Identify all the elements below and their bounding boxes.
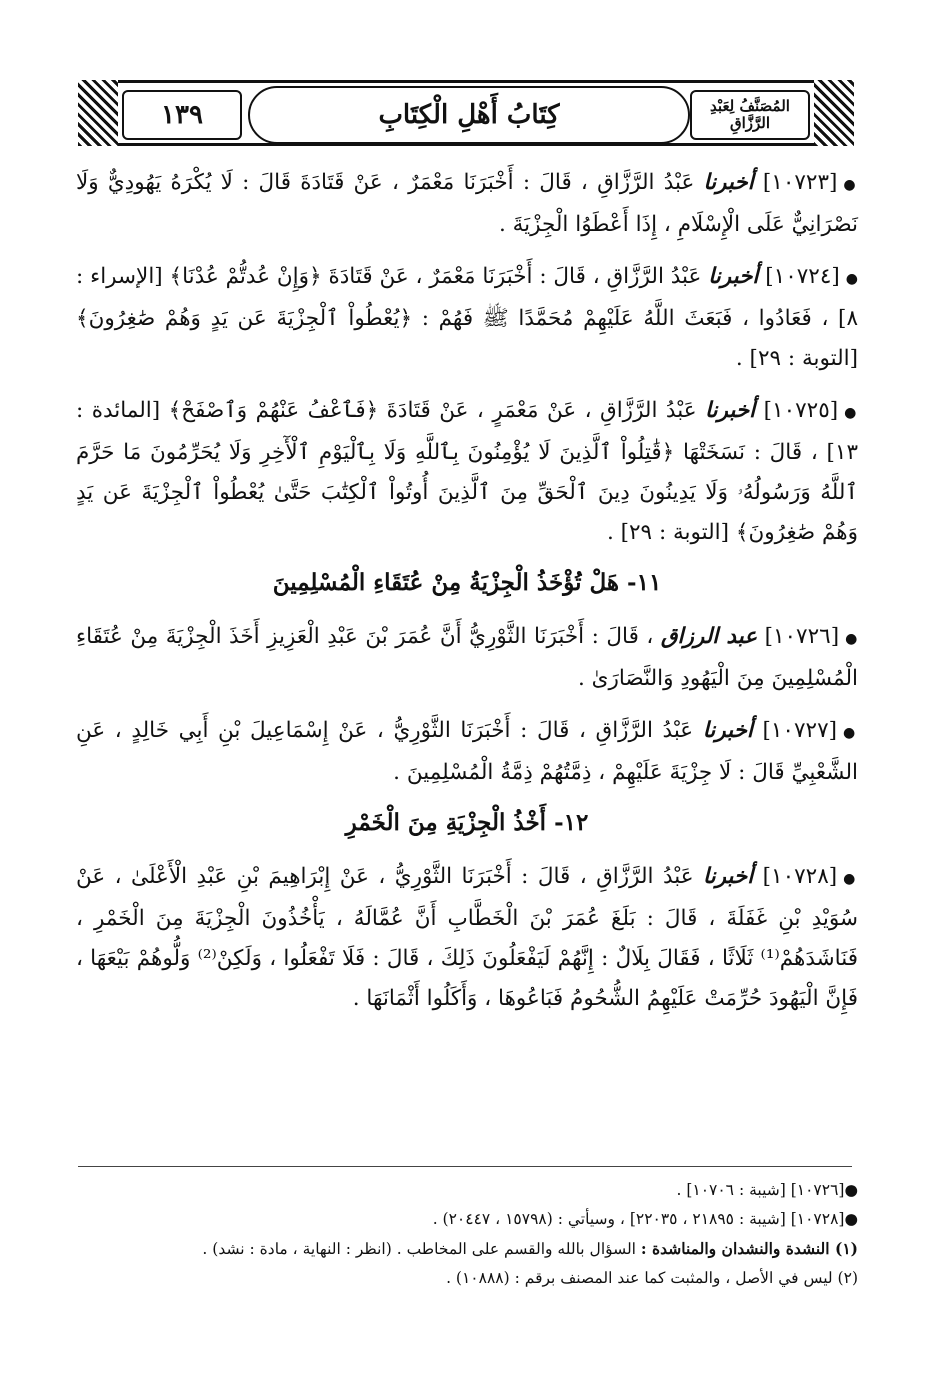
bullet-icon: ● (843, 725, 858, 741)
section-12-heading: ١٢- أَخْذُ الْجِزْيَةِ مِنَ الْخَمْرِ (345, 809, 589, 836)
hadith-text: ، قَالَ : أَخْبَرَنَا الثَّوْرِيُّ أَنَّ عُمَرَ بْنَ عَبْدِ الْعَزِيزِ أَخَذَ الْجِزْيَةَ مِنْ عُتَقَاءِ الْمُسْلِمِينَ مِنَ الْيَهُودِ وَالنَّصَارَىٰ . (76, 624, 858, 691)
footnote-separator (78, 1166, 852, 1167)
page-header (78, 80, 854, 146)
hadith-number: [١٠٧٢٦] (764, 624, 840, 649)
hadith-text: عَبْدُ الرَّزَّاقِ ، قَالَ : أَخْبَرَنَا مَعْمَرٌ ، عَنْ قَتَادَةَ قَالَ : لَا يُكْرَهُ يَهُودِيٌّ وَلَا نَصْرَانِيٌّ عَلَى الْإِسْلَامِ ، إِذَا أَعْطَوُا الْجِزْيَةَ . (76, 170, 858, 237)
book-title: كِتَابُ أَهْلِ الْكِتَابِ (248, 86, 690, 144)
hadith-lead: أخبرنا (703, 864, 754, 889)
hadith-10727 (76, 711, 858, 793)
source-ref-text: [١٠٧٢٦] [شيبة : ١٠٧٠٦] . (676, 1181, 845, 1199)
left-ornament (78, 80, 118, 146)
hadith-10723 (76, 163, 858, 245)
footnote-label: (١) النشدة والنشدان والمناشدة : (640, 1239, 858, 1258)
footnote-text: السؤال بالله والقسم على المخاطب . (انظر : النهاية ، مادة : نشد) . (202, 1240, 636, 1258)
footnotes (76, 1176, 858, 1293)
bullet-icon: ● (845, 271, 859, 287)
bullet-icon: ● (843, 871, 858, 887)
footnote-1 (76, 1234, 858, 1264)
section-11-heading: ١١- هَلْ تُؤْخَذُ الْجِزْيَةُ مِنْ عُتَقَاءِ الْمُسْلِمِينَ (272, 569, 662, 596)
hadith-number: [١٠٧٢٤] (765, 264, 840, 289)
source-ref-text: [١٠٧٢٨] [شيبة : ٢١٨٩٥ ، ٢٢٠٣٥] ، وسيأتي : (١٥٧٩٨ ، ٢٠٤٤٧) . (432, 1210, 845, 1228)
hadith-number: [١٠٧٢٨] (762, 864, 838, 889)
footnote-2: (٢) ليس في الأصل ، والمثبت كما عند المصنف برقم : (١٠٨٨٨) . (446, 1269, 858, 1287)
hadith-lead: عبد الرزاق (660, 624, 758, 649)
hadith-lead: أخبرنا (703, 170, 754, 195)
hadith-text: عَبْدُ الرَّزَّاقِ ، قَالَ : أَخْبَرَنَا مَعْمَرٌ ، عَنْ قَتَادَةَ ﴿وَإِنْ عُدتُّمْ عُدْنَا﴾ [الإسراء : ٨] ، فَعَادُوا ، فَبَعَثَ اللَّهُ عَلَيْهِمْ مُحَمَّدًا ﷺ فَهُمْ : ﴿يُعْطُواْ ٱلْجِزْيَةَ عَن يَدٍ وَهُمْ صَٰغِرُونَ﴾ [التوبة : ٢٩] . (76, 264, 858, 371)
right-ornament (814, 80, 854, 146)
hadith-lead: أخبرنا (708, 264, 759, 289)
source-ref-10726 (76, 1176, 858, 1205)
bullet-icon: ● (844, 405, 858, 421)
hadith-text: عَبْدُ الرَّزَّاقِ ، قَالَ : أَخْبَرَنَا الثَّوْرِيُّ ، عَنْ إِبْرَاهِيمَ بْنِ عَبْدِ الْأَعْلَىٰ ، عَنْ سُوَيْدِ بْنِ غَفَلَةَ ، قَالَ : بَلَغَ عُمَرَ بْنَ الْخَطَّابِ أَنَّ عُمَّالَهُ ، يَأْخُذُونَ الْجِزْيَةَ مِنَ الْخَمْرِ ، فَنَاشَدَهُمْ⁽¹⁾ ثَلَاثًا ، فَقَالَ بِلَالٌ : إِنَّهُمْ لَيَفْعَلُونَ ذَلِكَ ، قَالَ : فَلَا تَفْعَلُوا ، وَلَكِنْ⁽²⁾ وَلُّوهُمْ بَيْعَهَا ، فَإِنَّ الْيَهُودَ حُرِّمَتْ عَلَيْهِمُ الشُّحُومُ فَبَاعُوهَا ، وَأَكَلُوا أَثْمَانَهَا . (76, 864, 858, 1011)
hadith-10724 (76, 257, 858, 379)
hadith-lead: أخبرنا (702, 718, 753, 743)
hadith-10726 (76, 617, 858, 699)
bullet-icon: ● (844, 1181, 858, 1199)
bullet-icon: ● (843, 177, 858, 193)
hadith-10725 (76, 391, 858, 553)
hadith-10728 (76, 857, 858, 1019)
hadith-number: [١٠٧٢٥] (763, 398, 839, 423)
main-text (76, 163, 858, 1031)
hadith-text: عَبْدُ الرَّزَّاقِ ، عَنْ مَعْمَرٍ ، عَنْ قَتَادَةَ ﴿فَٱعْفُ عَنْهُمْ وَٱصْفَحْ﴾ [المائدة : ١٣] ، قَالَ : نَسَخَتْهَا ﴿قَٰتِلُواْ ٱلَّذِينَ لَا يُؤْمِنُونَ بِٱللَّهِ وَلَا بِٱلْيَوْمِ ٱلْأٓخِرِ وَلَا يُحَرِّمُونَ مَا حَرَّمَ ٱللَّهُ وَرَسُولُهُۥ وَلَا يَدِينُونَ دِينَ ٱلْحَقِّ مِنَ ٱلَّذِينَ أُوتُواْ ٱلْكِتَٰبَ حَتَّىٰ يُعْطُواْ ٱلْجِزْيَةَ عَن يَدٍ وَهُمْ صَٰغِرُونَ﴾ [التوبة : ٢٩] . (76, 398, 858, 545)
hadith-number: [١٠٧٢٧] (762, 718, 838, 743)
hadith-text: عَبْدُ الرَّزَّاقِ ، قَالَ : أَخْبَرَنَا الثَّوْرِيُّ ، عَنْ إِسْمَاعِيلَ بْنِ أَبِي خَالِدٍ ، عَنِ الشَّعْبِيِّ قَالَ : لَا جِزْيَةَ عَلَيْهِمْ ، ذِمَّتُهُمْ ذِمَّةُ الْمُسْلِمِينَ . (76, 718, 858, 785)
bullet-icon: ● (844, 1210, 858, 1228)
bullet-icon: ● (845, 631, 858, 647)
page-number: ١٣٩ (122, 90, 242, 140)
hadith-number: [١٠٧٢٣] (762, 170, 838, 195)
publisher-logo: المُصَنَّفُ لِعَبْدِ الرَّزَّاقِ (690, 90, 810, 140)
source-ref-10728 (76, 1205, 858, 1234)
hadith-lead: أخبرنا (705, 398, 756, 423)
